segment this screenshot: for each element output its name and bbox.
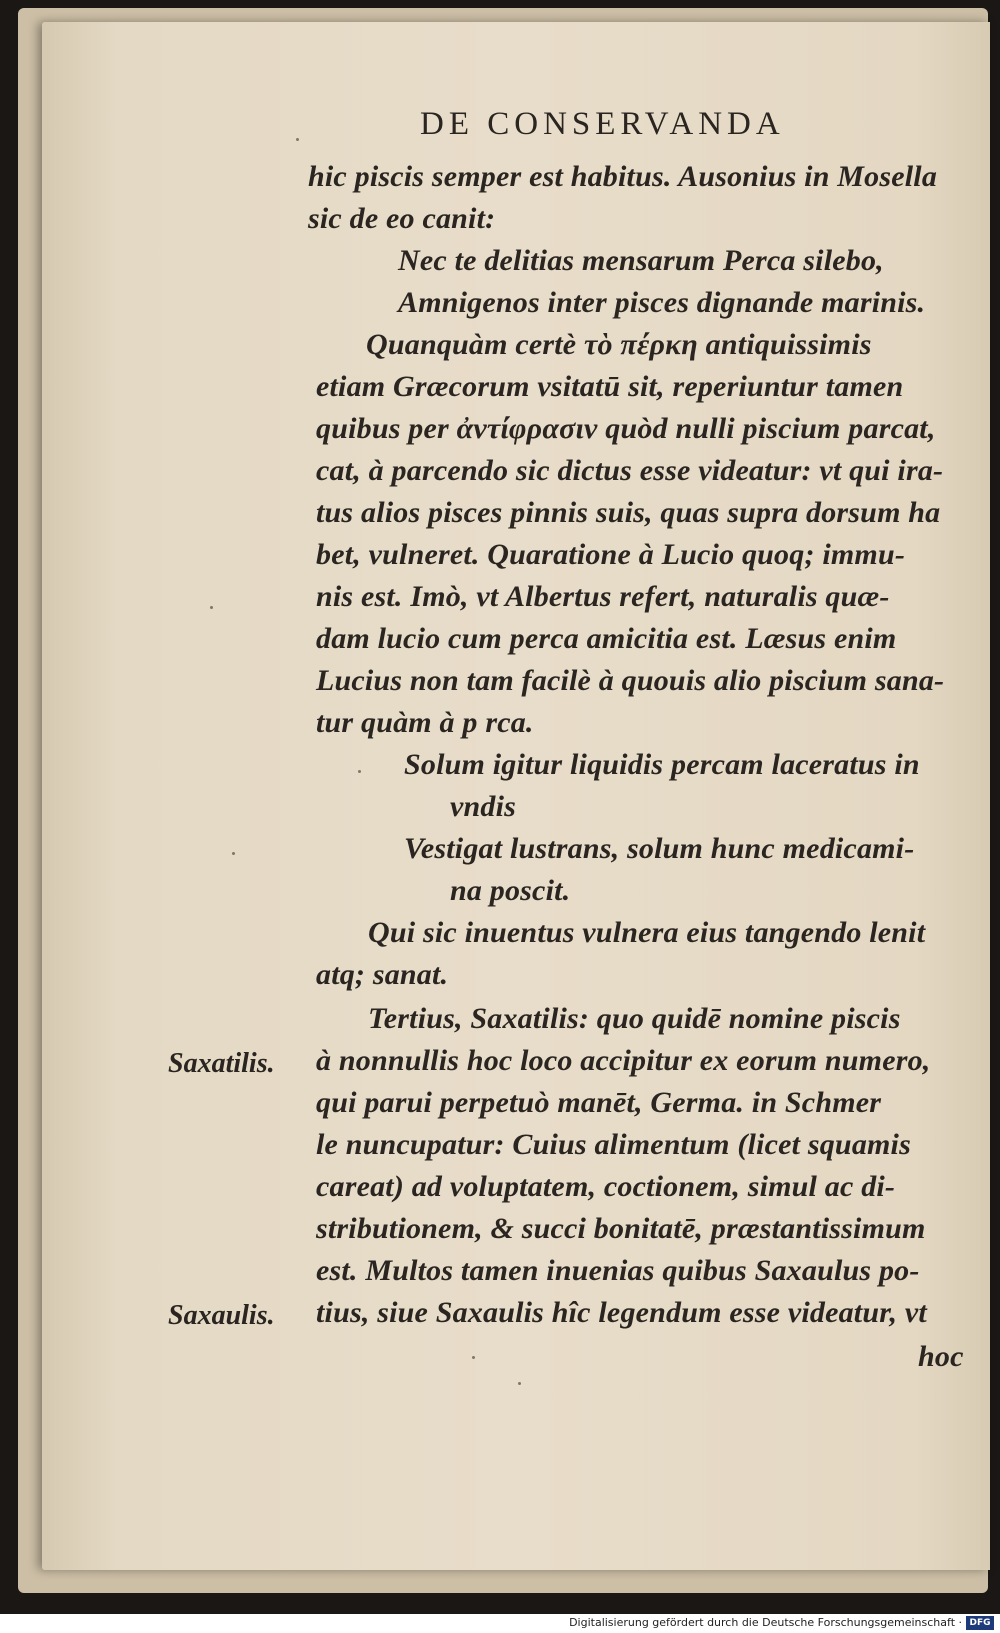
text-line: bet, vulneret. Quaratione à Lucio quoq; immu-: [316, 538, 906, 571]
margin-note: Saxatilis.: [168, 1048, 275, 1079]
text-line: tius, siue Saxaulis hîc legendum esse videatur, vt: [316, 1296, 927, 1329]
dfg-logo: DFG: [966, 1616, 994, 1630]
text-line: dam lucio cum perca amicitia est. Læsus enim: [316, 622, 897, 655]
ink-speck: [518, 1382, 521, 1385]
catchword: hoc: [918, 1340, 964, 1373]
text-line: Solum igitur liquidis percam laceratus in: [404, 748, 920, 781]
text-line: tur quàm à p rca.: [316, 706, 534, 739]
text-line: vndis: [450, 790, 517, 823]
ink-speck: [210, 606, 213, 609]
text-line: na poscit.: [450, 874, 571, 907]
text-line: Quanquàm certè τὸ πέρκη antiquissimis: [366, 328, 872, 361]
text-line: etiam Græcorum vsitatū sit, reperiuntur tamen: [316, 370, 904, 403]
text-line: sic de eo canit:: [308, 202, 496, 235]
text-line: qui parui perpetuò manēt, Germa. in Schmer: [316, 1086, 882, 1119]
text-line: Qui sic inuentus vulnera eius tangendo lenit: [368, 916, 926, 949]
text-line: cat, à parcendo sic dictus esse videatur: vt qui ira-: [316, 454, 944, 487]
ink-speck: [232, 852, 235, 855]
text-line: le nuncupatur: Cuius alimentum (licet squamis: [316, 1128, 911, 1161]
running-head: DE CONSERVANDA: [420, 106, 785, 142]
margin-note: Saxaulis.: [168, 1300, 275, 1331]
text-line: à nonnullis hoc loco accipitur ex eorum numero,: [316, 1044, 931, 1077]
text-line: Amnigenos inter pisces dignande marinis.: [398, 286, 926, 319]
ink-speck: [472, 1356, 475, 1359]
ink-speck: [358, 770, 361, 773]
text-line: quibus per ἀντίφρασιν quòd nulli piscium parcat,: [316, 412, 936, 445]
text-line: est. Multos tamen inuenias quibus Saxaulus po-: [316, 1254, 920, 1287]
ink-speck: [296, 138, 299, 141]
text-line: nis est. Imò, vt Albertus refert, naturalis quæ-: [316, 580, 890, 613]
digitization-credit: Digitalisierung gefördert durch die Deutsche Forschungsgemeinschaft ·: [569, 1616, 962, 1629]
text-line: Vestigat lustrans, solum hunc medicami-: [404, 832, 915, 865]
text-line: Lucius non tam facilè à quouis alio piscium sana-: [316, 664, 945, 697]
text-line: careat) ad voluptatem, coctionem, simul ac di-: [316, 1170, 896, 1203]
text-line: atq; sanat.: [316, 958, 449, 991]
text-line: tus alios pisces pinnis suis, quas supra dorsum ha: [316, 496, 941, 529]
text-line: hic piscis semper est habitus. Ausonius in Mosella: [308, 160, 938, 193]
text-line: Tertius, Saxatilis: quo quidē nomine piscis: [368, 1002, 901, 1035]
text-line: stributionem, & succi bonitatē, præstantissimum: [316, 1212, 926, 1245]
text-line: Nec te delitias mensarum Perca silebo,: [398, 244, 884, 277]
